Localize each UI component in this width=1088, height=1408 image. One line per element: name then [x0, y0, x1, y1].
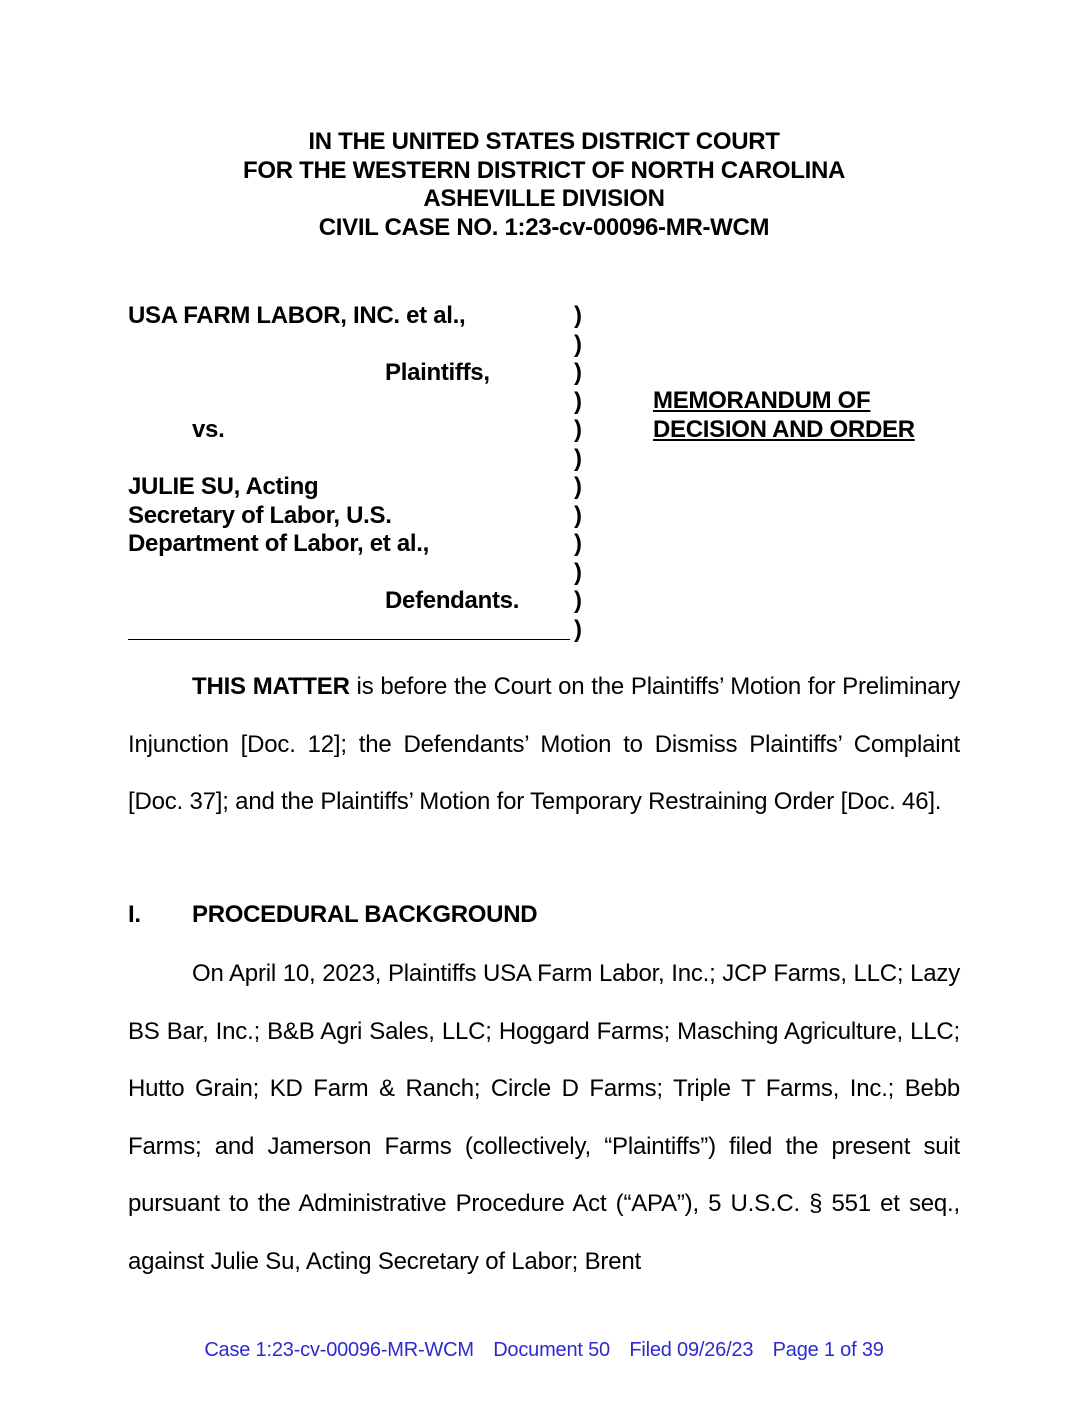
document-title [653, 387, 915, 444]
footer-case-number: Case 1:23-cv-00096-MR-WCM [204, 1339, 474, 1361]
caption-paren: ) [574, 615, 582, 643]
page-footer [0, 1337, 1088, 1363]
document-title-line: DECISION AND ORDER [653, 415, 915, 443]
plaintiffs-label: Plaintiffs, [385, 359, 490, 386]
plaintiff-name: USA FARM LABOR, INC. et al., [128, 302, 466, 329]
footer-filed-date: Filed 09/26/23 [629, 1339, 754, 1361]
court-heading [0, 128, 1088, 242]
section-number: I. [128, 901, 141, 928]
caption-paren: ) [574, 444, 582, 472]
document-title-line: MEMORANDUM OF [653, 387, 871, 414]
case-caption-parties [128, 302, 568, 616]
caption-paren: ) [574, 330, 582, 358]
caption-divider [128, 639, 570, 640]
defendant-line: JULIE SU, Acting [128, 473, 319, 500]
intro-lead-in: THIS MATTER [192, 673, 350, 700]
caption-paren: ) [574, 501, 582, 529]
footer-document-number: Document 50 [493, 1339, 610, 1361]
court-heading-line: FOR THE WESTERN DISTRICT OF NORTH CAROLINA [242, 156, 846, 184]
caption-paren: ) [574, 530, 582, 557]
intro-paragraph [128, 658, 960, 831]
caption-paren: ) [574, 473, 582, 500]
versus-label: vs. [192, 416, 225, 443]
caption-paren: ) [574, 558, 582, 586]
background-paragraph: On April 10, 2023, Plaintiffs USA Farm Labor, Inc.; JCP Farms, LLC; Lazy BS Bar, Inc.; B&B Agri Sales, LLC; Hoggard Farms; Masching Agriculture, LLC; Hutto Grain; KD Farm & Ranch; Circle D Farms; Triple T Farms, Inc.; Bebb Farms; and Jamerson Farms (collectively, “Plaintiffs”) filed the present suit pursuant to the Administrative Procedure Act (“APA”), 5 U.S.C. § 551 et seq., against Julie Su, Acting Secretary of Labor; Brent [128, 960, 960, 1275]
caption-paren: ) [574, 416, 582, 443]
section-heading [128, 897, 537, 933]
caption-paren-column [574, 302, 590, 644]
intro-text: is before the Court on the Plaintiffs’ Motion for Preliminary Injunction [Doc. 12]; the Defendants’ Motion to Dismiss Plaintiffs’ Complaint [Doc. 37]; and the Plaintiffs’ Motion for Temporary Restraining Order [Doc. 46]. [128, 673, 960, 815]
defendant-line: Secretary of Labor, U.S. [128, 501, 392, 529]
caption-paren: ) [574, 387, 582, 415]
defendant-line: Department of Labor, et al., [128, 530, 429, 557]
court-heading-line: IN THE UNITED STATES DISTRICT COURT [308, 128, 780, 155]
caption-paren: ) [574, 587, 582, 614]
caption-paren: ) [574, 302, 582, 329]
court-heading-line: ASHEVILLE DIVISION [423, 185, 665, 212]
defendants-label: Defendants. [385, 587, 520, 614]
civil-case-number: CIVIL CASE NO. 1:23-cv-00096-MR-WCM [318, 213, 770, 241]
caption-paren: ) [574, 359, 582, 386]
footer-page-number: Page 1 of 39 [772, 1339, 884, 1361]
section-title: PROCEDURAL BACKGROUND [192, 901, 538, 928]
